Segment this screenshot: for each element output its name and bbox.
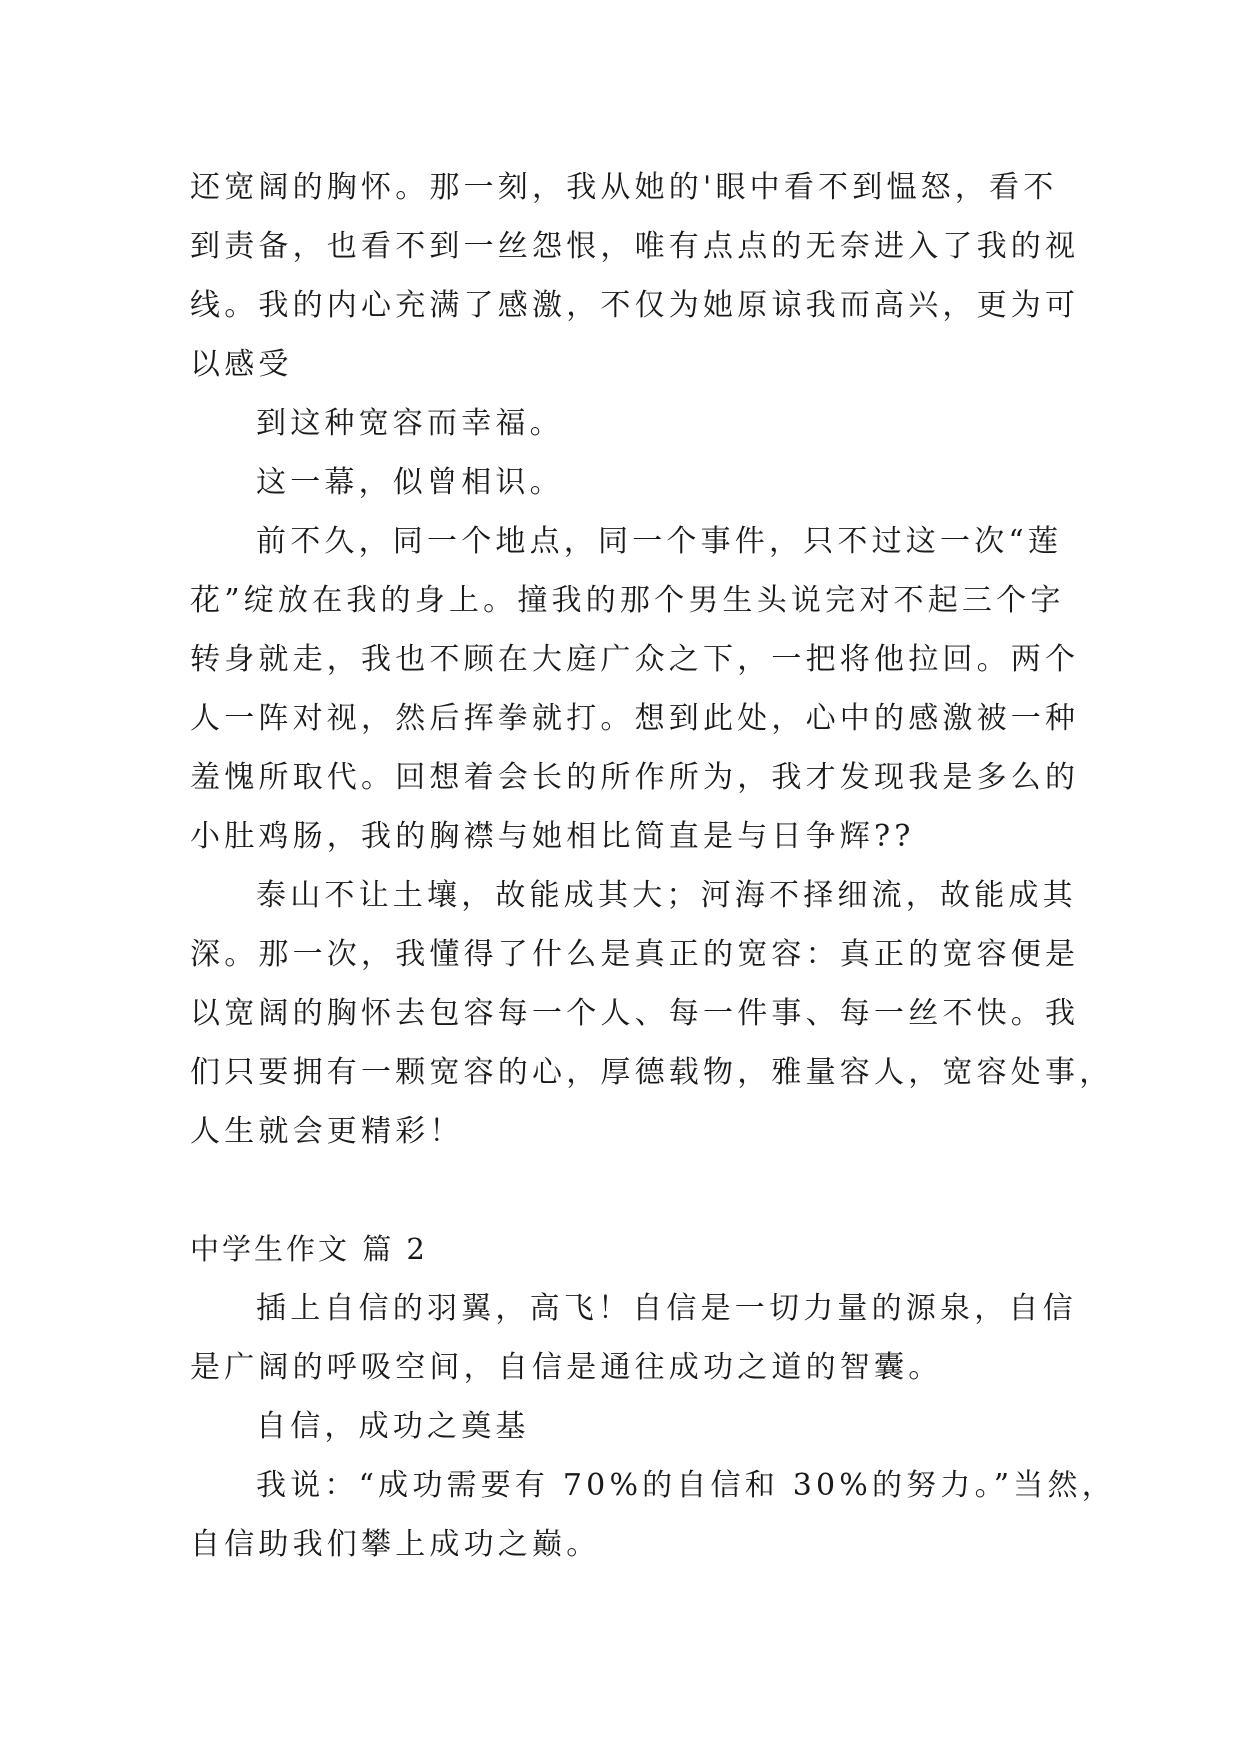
paragraph-line: 到这种宽容而幸福。 xyxy=(256,406,564,441)
text-line: 人生就会更精彩！ xyxy=(190,1114,464,1149)
paragraph-line: 插上自信的羽翼，高飞！自信是一切力量的源泉，自信 xyxy=(256,1291,1077,1326)
text-line: 线。我的内心充满了感激，不仅为她原谅我而高兴，更为可 xyxy=(190,288,1080,323)
text-line: 以感受 xyxy=(190,347,293,382)
paragraph-line: 前不久，同一个地点，同一个事件，只不过这一次“莲 xyxy=(256,524,1063,559)
text-line: 人一阵对视，然后挥拳就打。想到此处，心中的感激被一种 xyxy=(190,701,1080,736)
text-line: 还宽阔的胸怀。那一刻，我从她的'眼中看不到愠怒，看不 xyxy=(190,170,1058,205)
paragraph-line: 自信，成功之奠基 xyxy=(256,1409,530,1444)
paragraph-line: 泰山不让土壤，故能成其大；河海不择细流，故能成其 xyxy=(256,878,1077,913)
text-line: 羞愧所取代。回想着会长的所作所为，我才发现我是多么的 xyxy=(190,760,1080,795)
text-line: 是广阔的呼吸空间，自信是通往成功之道的智囊。 xyxy=(190,1350,943,1385)
section-heading: 中学生作文 篇 2 xyxy=(190,1232,428,1266)
document-body xyxy=(190,158,1116,1574)
paragraph-line: 我说：“成功需要有 70%的自信和 30%的努力。”当然， xyxy=(256,1468,1116,1503)
text-line: 们只要拥有一颗宽容的心，厚德载物，雅量容人，宽容处事， xyxy=(190,1055,1114,1090)
text-line: 深。那一次，我懂得了什么是真正的宽容：真正的宽容便是 xyxy=(190,937,1080,972)
text-line: 到责备，也看不到一丝怨恨，唯有点点的无奈进入了我的视 xyxy=(190,229,1080,264)
text-line: 以宽阔的胸怀去包容每一个人、每一件事、每一丝不快。我 xyxy=(190,996,1080,1031)
text-line: 自信助我们攀上成功之巅。 xyxy=(190,1527,601,1562)
spacer xyxy=(190,1161,1052,1220)
text-line: 小肚鸡肠，我的胸襟与她相比简直是与日争辉?? xyxy=(190,819,915,854)
text-line: 花”绽放在我的身上。撞我的那个男生头说完对不起三个字 xyxy=(190,583,1065,618)
text-line: 转身就走，我也不顾在大庭广众之下，一把将他拉回。两个 xyxy=(190,642,1080,677)
paragraph-line: 这一幕，似曾相识。 xyxy=(256,465,564,500)
